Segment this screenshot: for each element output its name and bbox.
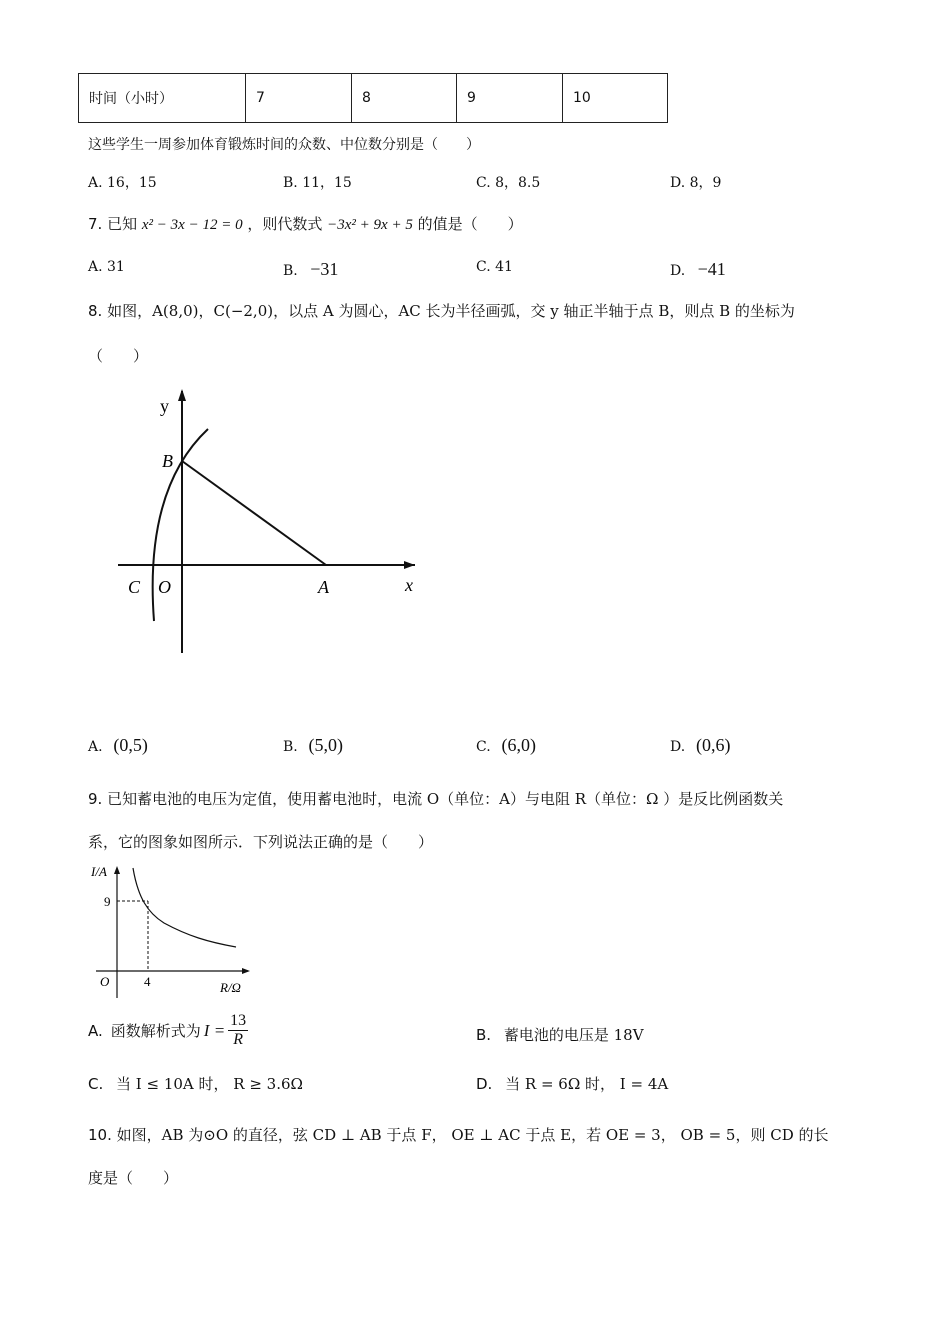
q9-option-a [88,1012,248,1049]
table-cell: 8 [352,74,457,123]
segment-ab [182,461,326,565]
q10-number: 10. [88,1126,112,1144]
fraction-numerator: 13 [230,1012,247,1029]
y-axis-arrow [114,866,120,874]
q6-option-c: C. 8，8.5 [476,175,541,191]
q9-option-c-text: 当 I ≤ 10A 时， R ≥ 3.6Ω [116,1075,303,1093]
q7-text-3: 的值是（ ） [417,215,523,233]
q10-stem-line1 [88,1124,829,1145]
q8-option-b-value: (5,0) [308,735,344,755]
q7-option-a: A. 31 [88,259,125,275]
q7-number: 7. [88,215,103,233]
q7-option-b [283,259,338,280]
label-yval: 9 [104,894,111,909]
label-x: x [405,575,413,595]
label-y: y [160,396,169,416]
q8-option-c-value: (6,0) [501,735,536,755]
q7-option-c: C. 41 [476,259,513,275]
q9-option-b-letter: B. [476,1026,492,1044]
q8-number: 8. [88,302,103,320]
q9-option-b-text: 蓄电池的电压是 18V [503,1026,644,1044]
q7-option-d [670,259,726,280]
label-o: O [158,577,171,597]
q6-option-b: B. 11，15 [283,175,352,191]
fraction-denominator: R [233,1031,244,1048]
x-axis-arrow [242,968,250,974]
q6-option-d: D. 8，9 [670,175,722,191]
q7-option-b-letter: B. [283,263,298,279]
q9-figure [88,858,258,1000]
q9-text-line1: 已知蓄电池的电压为定值，使用蓄电池时，电流 O（单位：A）与电阻 R（单位：Ω ）是反比例函数关 [107,790,784,808]
q9-option-a-lhs: I = [203,1020,226,1040]
q9-option-c-letter: C. [88,1075,104,1093]
q7-option-b-value: −31 [310,259,339,279]
label-c: C [128,577,141,597]
q7-option-d-letter: D. [670,263,686,279]
data-table [78,73,668,123]
table-cell: 10 [563,74,668,123]
q8-option-b [283,735,343,756]
q8-option-a-value: (0,5) [113,735,148,755]
q8-option-a-letter: A. [88,739,103,755]
label-origin: O [100,974,110,989]
label-xlabel: R/Ω [220,980,241,995]
label-xval: 4 [144,974,151,989]
table-cell: 时间（小时） [79,74,246,123]
q10-text-line1: 如图，AB 为⊙O 的直径，弦 CD ⊥ AB 于点 F， OE ⊥ AC 于点 E，若 OE = 3， OB = 5，则 CD 的长 [116,1126,829,1144]
label-ylabel: I/A [91,864,107,879]
x-axis-arrow [404,561,415,569]
q7-option-d-value: −41 [697,259,726,279]
q8-option-c [476,735,536,756]
q9-option-d-letter: D. [476,1075,493,1093]
q8-paren: （ ） [88,347,149,365]
q8-option-d-letter: D. [670,739,686,755]
q9-stem-line2: 系，它的图象如图所示．下列说法正确的是（ ） [88,833,434,851]
q7-text-2: ，则代数式 [247,215,323,233]
table-cell: 7 [246,74,352,123]
q8-stem [88,300,795,321]
q7-expression: −3x² + 9x + 5 [327,217,413,233]
q10-stem-line2: 度是（ ） [88,1169,179,1187]
q8-text: 如图，A(8,0)，C(−2,0)，以点 A 为圆心，AC 长为半径画弧，交 y 轴正半轴于点 B，则点 B 的坐标为 [107,302,795,320]
q9-option-c [88,1073,303,1094]
q9-option-a-text: 函数解析式为 [110,1022,201,1040]
q6-stem: 这些学生一周参加体育锻炼时间的众数、中位数分别是（ ） [88,137,480,153]
q8-option-b-letter: B. [283,739,298,755]
table-cell: 9 [457,74,563,123]
q9-option-a-letter: A. [88,1021,103,1040]
q9-option-d-text: 当 R = 6Ω 时， I = 4A [505,1075,669,1093]
q6-option-a: A. 16，15 [88,175,157,191]
label-a: A [318,577,329,597]
q9-option-d [476,1073,668,1094]
q9-option-b [476,1024,644,1045]
q8-option-d [670,735,730,756]
y-axis-arrow [178,389,186,401]
q7-text-1: 已知 [107,215,138,233]
q8-option-d-value: (0,6) [695,735,731,755]
label-b: B [162,451,173,471]
q8-option-c-letter: C. [476,739,491,755]
q9-option-a-fraction [228,1012,248,1049]
q9-number: 9. [88,790,103,808]
table-row [79,74,668,123]
q9-stem-line1 [88,788,783,809]
q8-option-a [88,735,148,756]
q8-figure [110,385,420,655]
q7-equation: x² − 3x − 12 = 0 [141,217,243,233]
q7-stem [88,213,523,234]
